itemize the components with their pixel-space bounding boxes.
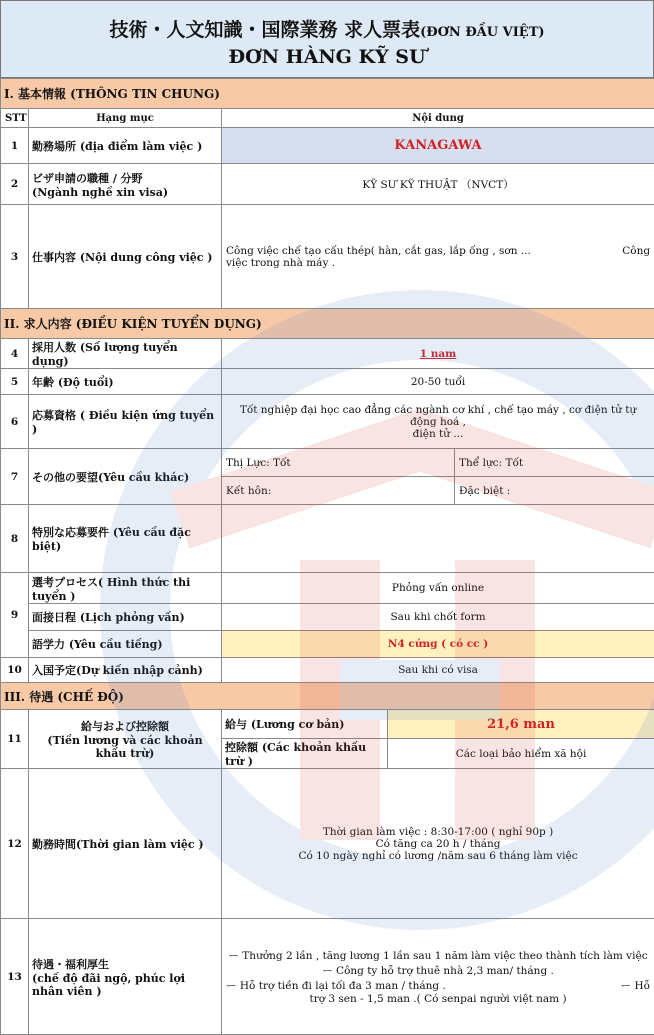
table-row: 1 勤務場所 (địa điểm làm việc ) KANAGAWA <box>1 128 654 164</box>
deduction-label: 控除額 (Các khoản khấu trừ ) <box>222 739 388 769</box>
title-main: 技術・人文知識・国際業務 求人票表 <box>109 19 420 41</box>
entry-plan-value: Sau khi có visa <box>222 658 654 683</box>
eyesight-value: Thị Lực: Tốt <box>222 449 455 477</box>
special-value: Đặc biệt : <box>455 477 654 505</box>
table-row: 8 特別な応募要件 (Yêu cầu đặc biệt) <box>1 505 654 573</box>
physical-value: Thể lực: Tốt <box>455 449 654 477</box>
table-row: 3 仕事内容 (Nội dung công việc ) Công việc chế tạo cấu thép( hàn, cắt gas, lắp ống , sơn ... Công việc trong nhà máy . <box>1 205 654 309</box>
job-order-table <box>0 78 654 1035</box>
table-row: 2 ビザ申請の職種 / 分野 (Ngành nghề xin visa) KỸ SƯ KỸ THUẬT （NVCT） <box>1 164 654 205</box>
interview-schedule-value: Sau khi chốt form <box>222 604 654 631</box>
header-item: Hạng mục <box>29 109 222 128</box>
title-line-1 <box>1 15 653 42</box>
exam-method-value: Phỏng vấn online <box>222 573 654 604</box>
document-title <box>0 0 654 78</box>
section-header-3: III. 待遇 (CHẾ ĐỘ) <box>1 683 654 710</box>
table-row: 5 年齢 (Độ tuổi) 20-50 tuổi <box>1 369 654 395</box>
qualification-value: Tốt nghiệp đại học cao đẳng các ngành cơ khí , chế tạo máy , cơ điện tử tự động hoá , điện tử ... <box>222 395 654 449</box>
marital-value: Kết hôn: <box>222 477 455 505</box>
table-row: 9 選考プロセス( Hình thức thi tuyển ) Phỏng vấn online <box>1 573 654 604</box>
age-value: 20-50 tuổi <box>222 369 654 395</box>
table-row: 6 応募資格 ( Điều kiện ứng tuyển ) Tốt nghiệp đại học cao đẳng các ngành cơ khí , chế tạo máy , cơ điện tử tự động hoá , điện tử ... <box>1 395 654 449</box>
working-hours-value: Thời gian làm việc : 8:30-17:00 ( nghỉ 90p ) Có tăng ca 20 h / tháng Có 10 ngày nghỉ có lương /năm sau 6 tháng làm việc <box>222 769 654 919</box>
visa-category-value: KỸ SƯ KỸ THUẬT （NVCT） <box>222 164 654 205</box>
section-header-2: II. 求人内容 (ĐIỀU KIỆN TUYỂN DỤNG) <box>1 309 654 339</box>
language-value: N4 cứng ( có cc ) <box>222 631 654 658</box>
title-tag: (ĐƠN ĐẦU VIỆT) <box>420 25 544 40</box>
job-description-value: Công việc chế tạo cấu thép( hàn, cắt gas, lắp ống , sơn ... Công việc trong nhà máy . <box>222 205 654 309</box>
table-row: 4 採用人数 (Số lượng tuyển dụng) 1 nam <box>1 339 654 369</box>
table-row: 10 入国予定(Dự kiến nhập cảnh) Sau khi có visa <box>1 658 654 683</box>
table-row: 11 給与および控除額 (Tiền lương và các khoản khấu trừ) 給与 (Lương cơ bản) 21,6 man <box>1 710 654 739</box>
salary-value: 21,6 man <box>388 710 654 739</box>
section-header-1: I. 基本情報 (THÔNG TIN CHUNG) <box>1 79 654 109</box>
table-header-row <box>1 109 654 128</box>
benefits-value: ー Thưởng 2 lần , tăng lương 1 lần sau 1 năm làm việc theo thành tích làm việc ー Công ty hỗ trợ thuê nhà 2,3 man/ tháng . ー Hỗ trợ tiền đi lại tối đa 3 man / tháng . ー Hỗ trợ 3 sen - 1,5 man .( Có senpai người việt nam ) <box>222 919 654 1035</box>
title-line-2: ĐƠN HÀNG KỸ SƯ <box>1 46 653 68</box>
table-row: 13 待遇・福利厚生 (chế độ đãi ngộ, phúc lợi nhân viên ) ー Thưởng 2 lần , tăng lương 1 lần sau 1 năm làm việc theo thành tích làm việc ー Công ty hỗ trợ thuê nhà 2,3 man/ tháng . ー Hỗ trợ tiền đi lại tối đa 3 man / tháng . ー Hỗ trợ 3 sen - 1,5 man .( Có senpai người việt nam ) <box>1 919 654 1035</box>
table-row: 12 勤務時間(Thời gian làm việc ) Thời gian làm việc : 8:30-17:00 ( nghỉ 90p ) Có tăng ca 20 h / tháng Có 10 ngày nghỉ có lương /năm sau 6 tháng làm việc <box>1 769 654 919</box>
headcount-value: 1 nam <box>222 339 654 369</box>
work-location-value: KANAGAWA <box>222 128 654 164</box>
table-row: 語学力 (Yêu cầu tiếng) N4 cứng ( có cc ) <box>1 631 654 658</box>
deduction-value: Các loại bảo hiểm xã hội <box>388 739 654 769</box>
header-stt: STT <box>1 109 29 128</box>
table-row: 7 その他の要望(Yêu cầu khác) Thị Lực: Tốt Thể lực: Tốt <box>1 449 654 477</box>
salary-label: 給与 (Lương cơ bản) <box>222 710 388 739</box>
special-requirements-value <box>222 505 654 573</box>
header-content: Nội dung <box>222 109 654 128</box>
table-row: 面接日程 (Lịch phỏng vấn) Sau khi chốt form <box>1 604 654 631</box>
